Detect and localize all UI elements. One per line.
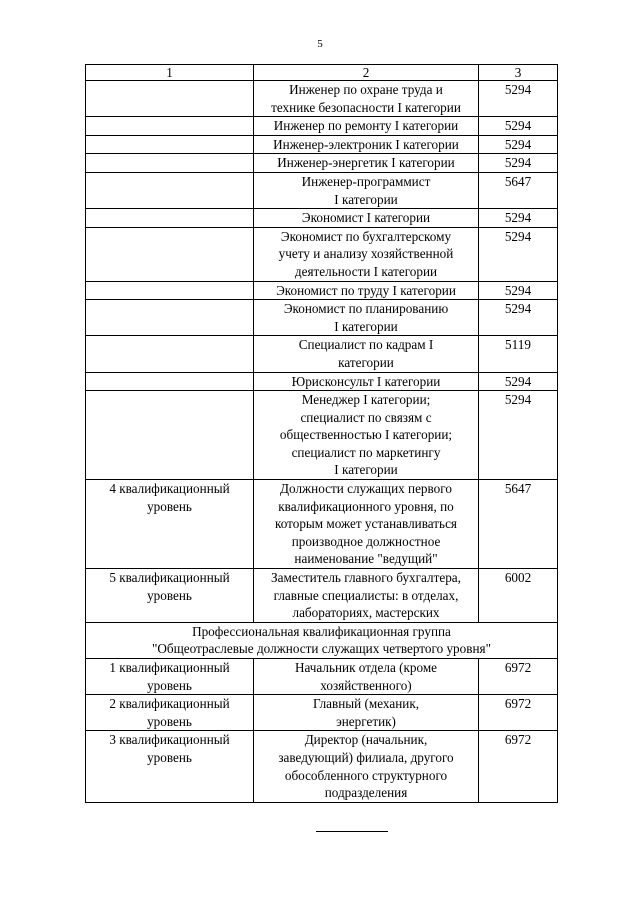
position-cell <box>254 117 479 136</box>
salary-cell: 6972 <box>479 695 558 731</box>
position-line: Начальник отдела (кроме <box>294 660 438 675</box>
salary-cell: 6972 <box>479 659 558 695</box>
salary-cell: 5294 <box>479 372 558 391</box>
salary-cell: 5294 <box>479 300 558 336</box>
table-row <box>86 154 558 173</box>
level-line: 3 квалификационный <box>109 732 230 748</box>
level-cell <box>86 569 254 623</box>
position-line: общественностью I категории; <box>279 427 453 443</box>
position-line: главные специалисты: в отделах, <box>273 587 459 603</box>
footer-rule <box>316 831 388 832</box>
salary-cell: 6002 <box>479 569 558 623</box>
table-row <box>86 480 558 569</box>
position-line: I категории <box>334 318 398 334</box>
position-line: квалификационного уровня, по <box>278 498 454 514</box>
position-line: производное должностное <box>291 533 441 549</box>
salary-table <box>85 64 558 803</box>
level-cell <box>86 227 254 281</box>
position-line: Главный (механик, <box>312 696 420 712</box>
position-line: лабораториях, мастерских <box>292 605 440 621</box>
position-line: Экономист I категории <box>301 210 431 226</box>
group-heading <box>86 622 558 658</box>
position-line: подразделения <box>324 785 408 801</box>
salary-cell: 5294 <box>479 81 558 117</box>
level-cell <box>86 209 254 228</box>
position-cell <box>254 569 479 623</box>
position-line: категории <box>338 354 394 370</box>
position-line: обособленного структурного <box>284 767 448 783</box>
position-line: Инженер-электроник I категории <box>273 136 459 152</box>
table-row <box>86 659 558 695</box>
salary-cell: 5294 <box>479 391 558 480</box>
table-row <box>86 172 558 208</box>
level-cell <box>86 731 254 802</box>
table-body <box>86 65 558 803</box>
position-line: Заместитель главного бухгалтера, <box>271 570 461 586</box>
table-row <box>86 209 558 228</box>
header-col-2: 2 <box>254 65 479 81</box>
position-line: специалист по маркетингу <box>291 444 441 460</box>
table-row <box>86 227 558 281</box>
group-heading-line: "Общеотраслевые должности служащих четвертого уровня" <box>152 641 491 657</box>
position-cell <box>254 391 479 480</box>
position-cell <box>254 372 479 391</box>
position-cell <box>254 172 479 208</box>
header-col-1: 1 <box>86 65 254 81</box>
table-row <box>86 695 558 731</box>
position-line: Директор (начальник, <box>304 732 428 748</box>
position-cell <box>254 154 479 173</box>
level-cell <box>86 172 254 208</box>
position-line: I категории <box>334 191 398 207</box>
position-line: специалист по связям с <box>300 409 432 425</box>
table-row <box>86 391 558 480</box>
position-line: Инженер по ремонту I категории <box>273 118 459 134</box>
position-line: энергетик) <box>336 713 396 729</box>
position-line: деятельности I категории <box>294 263 438 279</box>
level-cell <box>86 300 254 336</box>
position-cell <box>254 336 479 372</box>
level-line: уровень <box>147 677 192 693</box>
level-line: уровень <box>147 713 192 729</box>
table-row <box>86 372 558 391</box>
table-row <box>86 81 558 117</box>
level-line: 5 квалификационный <box>109 570 230 586</box>
level-line: уровень <box>147 498 192 514</box>
position-line: наименование "ведущий" <box>294 551 438 567</box>
salary-cell: 5294 <box>479 135 558 154</box>
salary-cell: 6972 <box>479 731 558 802</box>
level-cell <box>86 154 254 173</box>
level-line: 1 квалификационный <box>109 660 230 675</box>
position-line: учету и анализу хозяйственной <box>278 246 454 262</box>
position-cell <box>254 480 479 569</box>
salary-cell: 5294 <box>479 117 558 136</box>
position-line: Инженер-энергетик I категории <box>277 155 455 171</box>
position-line: заведующий) филиала, другого <box>278 749 454 765</box>
salary-cell: 5647 <box>479 172 558 208</box>
salary-cell: 5294 <box>479 227 558 281</box>
group-heading-line: Профессиональная квалификационная группа <box>192 623 451 639</box>
page-number: 5 <box>317 38 323 50</box>
level-cell <box>86 117 254 136</box>
salary-cell: 5647 <box>479 480 558 569</box>
position-cell <box>254 731 479 802</box>
level-cell <box>86 336 254 372</box>
position-line: Должности служащих первого <box>280 481 452 497</box>
level-cell <box>86 695 254 731</box>
table-header-row <box>86 65 558 81</box>
table-row <box>86 336 558 372</box>
table-row <box>86 135 558 154</box>
position-line: которым может устанавливаться <box>275 516 457 532</box>
position-line: технике безопасности I категории <box>271 99 461 115</box>
level-cell <box>86 659 254 695</box>
level-cell <box>86 480 254 569</box>
level-cell <box>86 135 254 154</box>
level-cell <box>86 391 254 480</box>
level-line: 4 квалификационный <box>109 481 230 497</box>
level-line: 2 квалификационный <box>109 696 230 712</box>
table-row <box>86 300 558 336</box>
level-line: уровень <box>147 749 192 765</box>
group-heading-row <box>86 622 558 658</box>
header-col-3: 3 <box>479 65 558 81</box>
position-line: I категории <box>334 462 398 478</box>
salary-cell: 5294 <box>479 209 558 228</box>
position-line: Специалист по кадрам I <box>298 337 434 353</box>
table-row <box>86 117 558 136</box>
level-line: уровень <box>147 587 192 603</box>
position-cell <box>254 81 479 117</box>
level-cell <box>86 372 254 391</box>
position-cell <box>254 135 479 154</box>
position-cell <box>254 300 479 336</box>
salary-cell: 5294 <box>479 281 558 300</box>
position-cell <box>254 659 479 695</box>
position-cell <box>254 695 479 731</box>
position-cell <box>254 227 479 281</box>
salary-cell: 5294 <box>479 154 558 173</box>
table-row <box>86 569 558 623</box>
level-cell <box>86 81 254 117</box>
position-cell <box>254 209 479 228</box>
table-row <box>86 281 558 300</box>
table-row <box>86 731 558 802</box>
position-line: Экономист по труду I категории <box>276 282 456 298</box>
position-line: Экономист по бухгалтерскому <box>280 228 452 244</box>
position-line: хозяйственного) <box>320 677 412 693</box>
position-cell <box>254 281 479 300</box>
level-cell <box>86 281 254 300</box>
position-line: Юрисконсульт I категории <box>291 373 441 389</box>
position-line: Менеджер I категории; <box>301 392 431 408</box>
position-line: Инженер-программист <box>301 173 431 189</box>
salary-cell: 5119 <box>479 336 558 372</box>
position-line: Экономист по планированию <box>283 301 449 317</box>
position-line: Инженер по охране труда и <box>289 82 443 97</box>
